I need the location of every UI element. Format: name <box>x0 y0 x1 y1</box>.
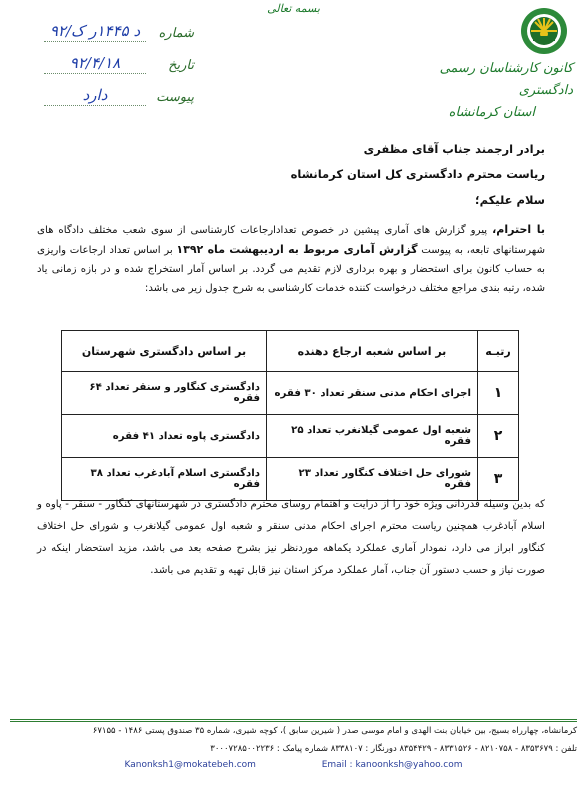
footer-phones: تلفن : ۸۳۵۳۶۷۹ - ۸۲۱۰۷۵۸ - ۸۳۳۱۵۲۶ - ۸۳۵۴۴۲۹ دورنگار : ۸۳۳۸۱۰۷ شماره پیامک : ۳۰۰۰۷۲۸۵۰۰۲۲۳۶ <box>210 744 577 754</box>
organization-name-line2: استان کرمانشاه <box>448 105 535 120</box>
city-cell: دادگستری اسلام آبادغرب تعداد ۳۸ فقره <box>62 458 267 501</box>
letter-number-value: ۹۲/د ۱۴۴۵ر ک <box>44 22 146 42</box>
letter-attachment-label: پیوست <box>156 90 194 105</box>
organization-logo-icon <box>519 6 569 56</box>
body-paragraph-1-part1: پیرو گزارش های آماری پیشین در خصوص تعدادارجاعات کارشناسی از سوی شعب مختلف دادگاه های شهرستانهای تابعه، به پیوست <box>37 225 545 256</box>
kanon-email-link[interactable]: Kanonksh1@mokatebeh.com <box>124 760 256 770</box>
letter-metadata <box>44 18 194 114</box>
branch-cell: اجرای احکام مدنی سنقر تعداد ۳۰ فقره <box>267 372 478 415</box>
header-city: بر اساس دادگستری شهرستان <box>62 331 267 372</box>
yahoo-email-link[interactable]: kanoonksh@yahoo.com <box>355 760 463 770</box>
header-rank: رتبـه <box>478 331 519 372</box>
footer-divider <box>10 719 577 723</box>
email-label: Email : <box>321 760 353 770</box>
ranking-table <box>61 330 519 501</box>
header-branch: بر اساس شعبه ارجاع دهنده <box>267 331 478 372</box>
footer-emails <box>10 760 577 770</box>
letter-attachment-row <box>44 82 194 114</box>
letter-attachment-value: دارد <box>44 86 146 106</box>
branch-cell: شورای حل اختلاف کنگاور تعداد ۲۳ فقره <box>267 458 478 501</box>
body-paragraph-2: که بدین وسیله قدردانی ویژه خود را از درایت و اهتمام روسای محترم دادگستری در شهرستانهای کنگاور - سنقر - پاوه و اسلام آبادغرب همچنین ریاست محترم اجرای احکام مدنی سنقر و شعبه اول عمومی گیلانغرب و شورای حل اختلاف کنگاور ابراز می دارد، نمودار آماری عملکرد یکماهه موردنظر نیز بشرح صفحه بعد می باشد، مزید استحضار اینکه در صورت نیاز و حسب دستور آن جناب، آمار عملکرد مرکز استان نیز قابل تهیه و تقدیم می باشد. <box>37 499 545 576</box>
letter-number-row <box>44 18 194 50</box>
letter-date-label: تاریخ <box>168 58 194 73</box>
organization-name-line1: کانون کارشناسان رسمی دادگستری <box>439 61 573 98</box>
rank-cell: ۱ <box>478 372 519 415</box>
recipient-line2: ریاست محترم دادگستری کل استان کرمانشاه <box>290 167 545 181</box>
letter-number-label: شماره <box>158 26 194 41</box>
table-header-row <box>62 331 519 372</box>
body-paragraph-1-part2: بر اساس تعداد ارجاعات واریزی به حساب کانون برای استحضار و بهره برداری لازم تقدیم می گردد. بر اساس آمار استخراج شده و در بازه زمانی یاد شده، رتبه بندی مراجع مختلف درخواست کننده خدمات کارشناسی به شرح جدول زیر می باشد: <box>37 245 545 294</box>
recipient-line1: برادر ارجمند جناب آقای مظفری <box>363 142 545 156</box>
body-paragraph-1 <box>37 220 545 298</box>
city-cell: دادگستری پاوه تعداد ۴۱ فقره <box>62 415 267 458</box>
table-row <box>62 415 519 458</box>
letter-date-value: ۹۲/۴/۱۸ <box>44 54 146 74</box>
bismillah-heading: بسمه تعالی <box>267 2 320 15</box>
report-title: گزارش آماری مربوط به اردیبهشت ماه ۱۳۹۲ <box>176 243 418 256</box>
rank-cell: ۲ <box>478 415 519 458</box>
organization-name <box>423 58 573 124</box>
greeting: سلام علیکم؛ <box>474 193 545 207</box>
letter-date-row <box>44 50 194 82</box>
table-row <box>62 372 519 415</box>
opening-phrase: با احترام، <box>492 223 545 236</box>
footer-address: کرمانشاه، چهارراه بسیج، بین خیابان بنت الهدی و امام موسی صدر ( شیرین سابق )، کوچه شیری، شماره ۳۵ صندوق پستی ۱۴۸۶ - ۶۷۱۵۵ <box>92 726 577 736</box>
branch-cell: شعبه اول عمومی گیلانغرب تعداد ۲۵ فقره <box>267 415 478 458</box>
city-cell: دادگستری کنگاور و سنقر تعداد ۶۴ فقره <box>62 372 267 415</box>
rank-cell: ۳ <box>478 458 519 501</box>
